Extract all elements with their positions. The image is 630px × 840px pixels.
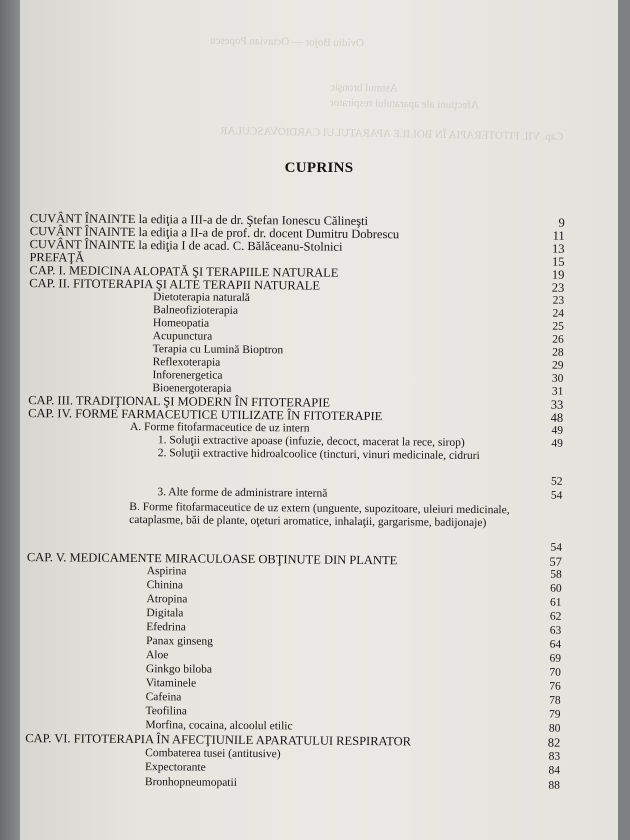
toc-entry-text: Homeopatia xyxy=(152,317,210,330)
toc-entry-page: 80 xyxy=(548,722,561,735)
toc-entry-page: 88 xyxy=(548,779,560,792)
toc-entry-page: 69 xyxy=(549,652,562,665)
toc-entry-text: Chinina xyxy=(146,579,184,592)
toc-entry-page: 30 xyxy=(551,372,564,385)
toc-entry xyxy=(20,211,618,230)
toc-entry-text: CUVÂNT ÎNAINTE la ediţia a II-a de prof. dr. docent Dumitru Dobrescu xyxy=(29,224,400,242)
toc-entry-page: 54 xyxy=(550,489,563,502)
toc-entry-page: 54 xyxy=(550,541,563,554)
bleed-through-line: Cap. VII. FITOTERAPIA ÎN BOLILE APARATULUI CARDIOVASCULAR xyxy=(219,125,564,143)
page-shadow xyxy=(0,0,20,840)
book-page xyxy=(20,0,618,840)
toc-entry-page: 24 xyxy=(552,307,565,320)
toc-entry-page: 48 xyxy=(550,410,564,425)
toc-entry-page: 52 xyxy=(551,475,563,488)
toc-entry-page: 63 xyxy=(549,624,562,637)
toc-entry-page: 49 xyxy=(551,437,563,450)
toc-entry-page: 61 xyxy=(549,596,562,609)
toc-entry-text: Ginkgo biloba xyxy=(145,663,213,676)
bleed-through-line: Astmul bronşic xyxy=(329,81,398,95)
toc-entry-text: Cafeina xyxy=(145,691,182,704)
toc-entry-page: 9 xyxy=(558,215,565,230)
toc-entry-text: Morfina, cocaina, alcoolul etilic xyxy=(145,719,293,733)
toc-entry-text: CAP. III. TRADIŢIONAL ŞI MODERN ÎN FITOTERAPIE xyxy=(28,393,331,410)
toc-entry-text: Digitala xyxy=(146,607,184,620)
toc-entry-page: 60 xyxy=(550,582,562,595)
toc-entry-page: 84 xyxy=(548,764,561,777)
page-title: CUPRINS xyxy=(284,160,354,176)
toc-entry-text: Balneofizioterapia xyxy=(152,304,239,317)
toc-entry-page: 83 xyxy=(548,750,561,763)
bleed-through-header: Ovidiu Bojor — Octavian Popescu xyxy=(209,34,365,50)
toc-entry-text: 3. Alte forme de administrare internă xyxy=(157,486,328,500)
toc-entry-text: Inforenergetica xyxy=(152,369,223,382)
toc-entry-text: Combaterea tusei (antitusive) xyxy=(145,747,281,761)
toc-entry-page: 78 xyxy=(549,694,561,707)
toc-entry-text: Panax ginseng xyxy=(146,635,213,648)
toc-entry-page: 15 xyxy=(551,254,565,269)
toc-entry-text: Expectorante xyxy=(145,761,206,774)
toc-entry-text: Vitaminele xyxy=(145,677,197,690)
toc-entry-text: Efedrina xyxy=(146,621,186,634)
toc-entry-text: PREFAŢĂ xyxy=(29,250,85,265)
toc-entry-text: CAP. V. MEDICAMENTE MIRACULOASE OBŢINUTE DIN PLANTE xyxy=(26,550,398,568)
toc-entry-page: 31 xyxy=(551,385,564,398)
toc-entry-text: Bronhopneumopatii xyxy=(144,776,237,789)
toc-entry-text: B. Forme fitofarmaceutice de uz extern (unguente, supozitoare, uleiuri medicinale, cataplasme, băi de plante, oţeturi aromatice, inhalaţii, gargarisme, badijonaje) xyxy=(129,500,510,529)
toc-entry-text: 1. Soluţii extractive apoase (infuzie, decoct, macerat la rece, sirop) xyxy=(157,434,465,449)
toc-entry-text: Atropina xyxy=(146,593,188,606)
toc-entry-page: 70 xyxy=(549,666,561,679)
toc-entry-text: CUVÂNT ÎNAINTE la ediţia a III-a de dr. Ştefan Ionescu Călineşti xyxy=(29,211,369,229)
toc-entry-text: Acupunctura xyxy=(152,330,213,343)
toc-entry-text: 2. Soluţii extractive hidroalcoolice (tincturi, vinuri medicinale, cidruri xyxy=(157,447,480,463)
bleed-through-line: Afecţiuni ale aparatului respirator xyxy=(329,96,479,112)
toc-entry-text: CAP. I. MEDICINA ALOPATĂ ŞI TERAPIILE NATURALE xyxy=(29,263,339,280)
toc-entry-text: Dietoterapia naturală xyxy=(153,291,250,305)
toc-entry-page: 49 xyxy=(551,424,564,437)
toc-entry-page: 62 xyxy=(549,610,562,623)
toc-entry-page: 57 xyxy=(549,554,562,569)
toc-entry-page: 13 xyxy=(552,241,565,256)
toc-entry-page: 26 xyxy=(552,333,564,346)
toc-entry-text: Aloe xyxy=(145,649,169,662)
toc-entry-page: 23 xyxy=(552,294,565,307)
toc-entry-page: 23 xyxy=(551,280,565,295)
toc-entry-page: 82 xyxy=(547,735,561,750)
toc-entry-text: Terapia cu Lumină Bioptron xyxy=(152,343,284,357)
toc-entry-text: Aspirina xyxy=(146,565,187,578)
toc-entry-page: 19 xyxy=(551,267,565,282)
toc-entry-text: CAP. VI. FITOTERAPIA ÎN AFECŢIUNILE APARATULUI RESPIRATOR xyxy=(25,731,412,749)
table-of-contents xyxy=(20,200,618,792)
toc-entry-text: A. Forme fitofarmaceutice de uz intern xyxy=(129,420,310,435)
toc-entry-page: 79 xyxy=(548,708,561,721)
toc-entry-page: 25 xyxy=(552,320,564,333)
toc-entry-text: CAP. II. FITOTERAPIA ŞI ALTE TERAPII NATURALE xyxy=(29,276,321,293)
toc-entry-page: 64 xyxy=(549,638,562,651)
toc-entry-page: 28 xyxy=(552,346,564,359)
toc-entry-text: CUVÂNT ÎNAINTE la ediţia I de acad. C. Bălăceanu-Stolnici xyxy=(29,237,343,254)
toc-entry-page: 33 xyxy=(550,397,564,412)
toc-entry-text: Reflexoterapia xyxy=(152,356,221,369)
toc-entry-page: 58 xyxy=(550,568,562,581)
toc-entry-page: 11 xyxy=(552,228,565,243)
toc-entry-text: Teofilina xyxy=(145,705,187,718)
toc-entry-text: CAP. IV. FORME FARMACEUTICE UTILIZATE ÎN FITOTERAPIE xyxy=(28,406,383,424)
toc-entry-page: 76 xyxy=(549,680,561,693)
toc-entry-page: 29 xyxy=(552,359,564,372)
toc-entry-text: Bioenergoterapia xyxy=(152,382,232,395)
